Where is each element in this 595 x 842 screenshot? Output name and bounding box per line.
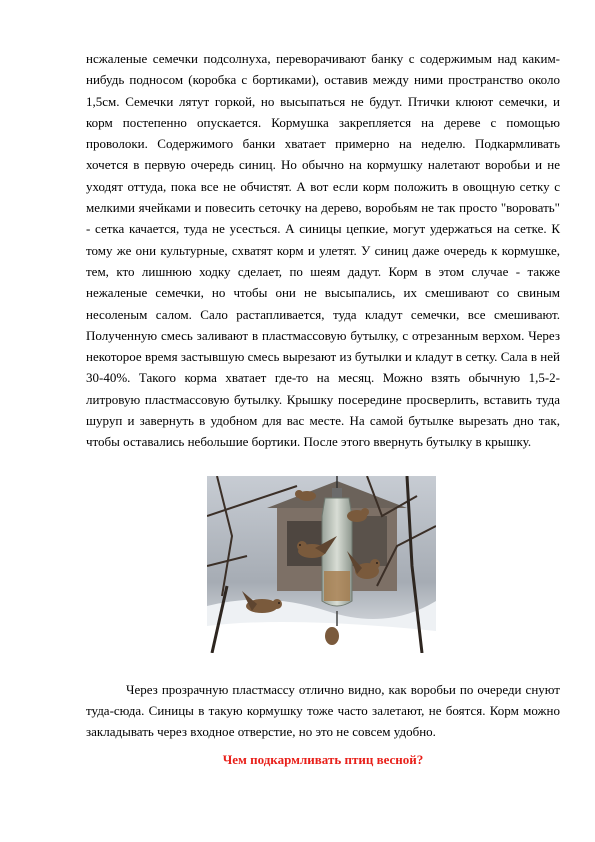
bird-feeder-image [207, 476, 436, 653]
body-paragraph-2 [86, 679, 560, 742]
body-paragraph-2-text: Через прозрачную пластмассу отлично видно, как воробьи по очереди снуют туда-сюда. Синицы в такую кормушку тоже часто залетают, не боятся. Корм можно закладывать через входное отверстие, но это не совсем удобно. [86, 682, 560, 739]
body-paragraph-1: нсжаленые семечки подсолнуха, переворачивают банку с содержимым над каким-нибудь подносом (коробка с бортиками), оставив между ними пространство около 1,5см. Семечки лятут горкой, но высыпаться не будут. Птички клюют семечки, и корм постепенно опускается. Кормушка закрепляется на дереве с помощью проволоки. Содержимого банки хватает примерно на неделю. Подкармливать хочется в первую очередь синиц. Но обычно на кормушку налетают воробьи и не уходят оттуда, пока все не обчистят. А вот если корм положить в овощную сетку с мелкими ячейками и повесить сеточку на дерево, воробьям не так просто "воровать" - сетка качается, туда не усесться. А синицы цепкие, могут удержаться на сетке. К тому же они культурные, схватят корм и улетят. У синиц даже очередь к кормушке, тем, кто лишнюю ходку сделает, по шеям дадут. Корм в этом случае - также нежаленые семечки, но чтобы они не высыпались, их смешивают со свиным несоленым салом. Сало растапливается, туда кладут семечки, все смешивают. Полученную смесь заливают в пластмассовую бутылку, с отрезанным верхом. Через некоторое время застывшую смесь вырезают из бутылки и кладут в сетку. Сала в ней 30-40%. Такого корма хватает где-то на месяц. Можно взять обычную 1,5-2-литровую пластмассовую бутылку. Крышку посередине просверлить, вставить туда шуруп и завернуть в удобном для вас месте. На самой бутылке вырезать дно так, чтобы оставались небольшие бортики. После этого ввернуть бутылку в крышку. [86, 51, 560, 450]
section-heading: Чем подкармливать птиц весной? [222, 752, 424, 767]
photo-bird-feeder [207, 476, 436, 653]
